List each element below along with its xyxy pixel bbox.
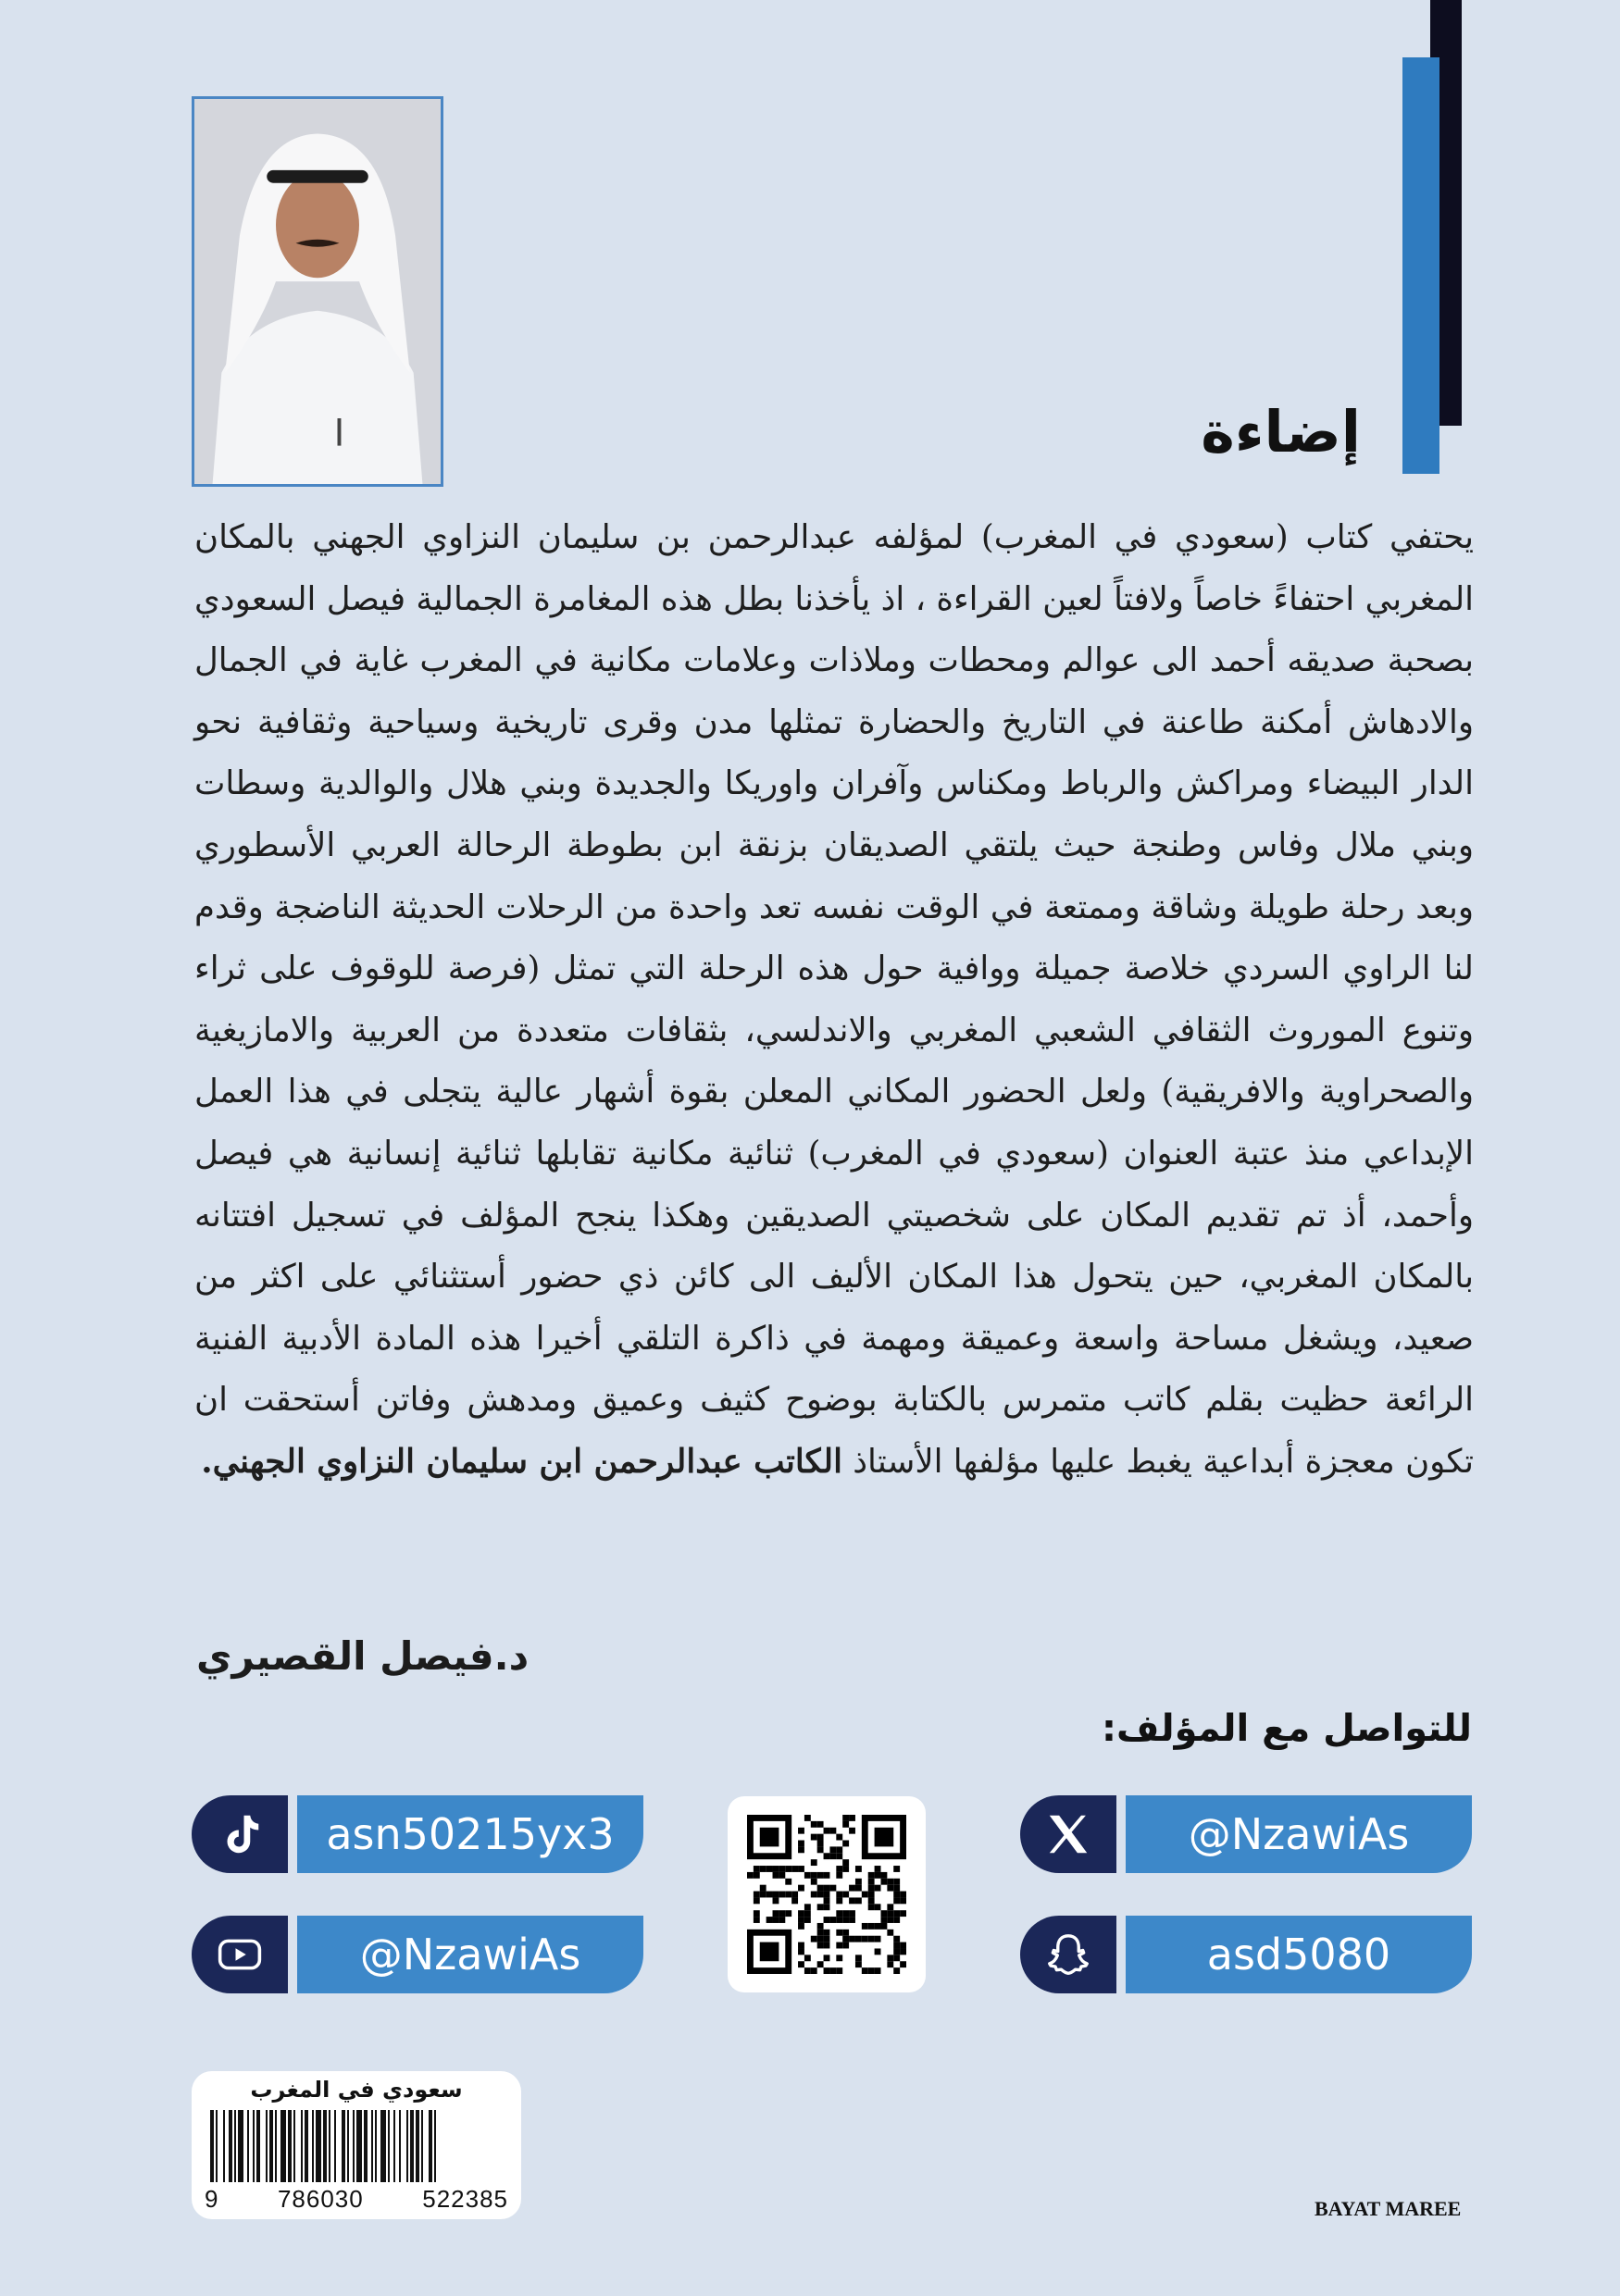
barcode-bar bbox=[356, 2110, 362, 2182]
qr-module bbox=[862, 1923, 868, 1930]
barcode-bar bbox=[301, 2110, 303, 2182]
youtube-icon-box bbox=[192, 1916, 288, 1993]
qr-module bbox=[766, 1917, 773, 1923]
qr-module bbox=[836, 1942, 842, 1949]
barcode-bar bbox=[316, 2110, 321, 2182]
barcode-bar bbox=[393, 2110, 395, 2182]
barcode-bar bbox=[247, 2110, 249, 2182]
qr-module bbox=[773, 1910, 779, 1917]
barcode-bar bbox=[342, 2110, 345, 2182]
barcode-bar bbox=[429, 2110, 432, 2182]
qr-module bbox=[887, 1904, 893, 1910]
x-logo-icon bbox=[1043, 1809, 1093, 1859]
tiktok-account[interactable] bbox=[192, 1795, 643, 1873]
qr-module bbox=[798, 1846, 804, 1853]
qr-module bbox=[836, 1853, 842, 1859]
qr-module bbox=[900, 1892, 906, 1898]
qr-module bbox=[836, 1930, 842, 1936]
qr-module bbox=[824, 1828, 830, 1834]
qr-module bbox=[893, 1948, 900, 1955]
qr-module bbox=[880, 1923, 887, 1930]
barcode-bar bbox=[334, 2110, 336, 2182]
barcode-bar bbox=[238, 2110, 243, 2182]
qr-module bbox=[817, 1923, 824, 1930]
qr-module bbox=[804, 1815, 811, 1821]
publisher-name: BAYAT MAREE bbox=[1315, 2197, 1462, 2220]
qr-module bbox=[811, 1821, 817, 1828]
qr-module bbox=[824, 1955, 830, 1961]
qr-module bbox=[887, 1917, 893, 1923]
qr-module bbox=[760, 1866, 766, 1872]
barcode-bars bbox=[208, 2110, 505, 2182]
qr-module bbox=[862, 1936, 868, 1942]
qr-module bbox=[817, 1846, 824, 1853]
barcode-bar bbox=[293, 2110, 295, 2182]
qr-module bbox=[747, 1872, 754, 1879]
qr-module bbox=[798, 1910, 804, 1917]
qr-module bbox=[842, 1892, 849, 1898]
qr-module bbox=[849, 1828, 855, 1834]
qr-module bbox=[849, 1815, 855, 1821]
qr-module bbox=[811, 1879, 817, 1885]
barcode-number bbox=[205, 2185, 508, 2214]
qr-module bbox=[875, 1936, 881, 1942]
qr-module bbox=[798, 1866, 804, 1872]
qr-module bbox=[773, 1866, 779, 1872]
qr-module bbox=[868, 1967, 875, 1974]
qr-module bbox=[817, 1936, 824, 1942]
qr-module bbox=[779, 1872, 785, 1879]
barcode-bar bbox=[364, 2110, 368, 2182]
qr-finder bbox=[875, 1828, 894, 1847]
qr-module bbox=[824, 1930, 830, 1936]
barcode-bar bbox=[256, 2110, 260, 2182]
qr-module bbox=[811, 1834, 817, 1841]
qr-module bbox=[754, 1892, 760, 1898]
qr-module bbox=[868, 1897, 875, 1904]
qr-module bbox=[893, 1866, 900, 1872]
qr-module bbox=[798, 1841, 804, 1847]
x-handle[interactable]: @NzawiAs bbox=[1126, 1795, 1472, 1873]
qr-module bbox=[893, 1885, 900, 1892]
barcode-bar bbox=[275, 2110, 277, 2182]
qr-module bbox=[875, 1866, 881, 1872]
x-icon-box bbox=[1020, 1795, 1116, 1873]
qr-module bbox=[766, 1892, 773, 1898]
qr-module bbox=[785, 1866, 791, 1872]
qr-module bbox=[887, 1910, 893, 1917]
youtube-icon bbox=[215, 1930, 265, 1980]
qr-finder bbox=[760, 1828, 779, 1847]
qr-module bbox=[849, 1910, 855, 1917]
qr-module bbox=[804, 1910, 811, 1917]
barcode-bar bbox=[305, 2110, 308, 2182]
qr-module bbox=[887, 1879, 893, 1885]
qr-module bbox=[868, 1892, 875, 1898]
x-account[interactable] bbox=[1020, 1795, 1472, 1873]
barcode-bar bbox=[280, 2110, 286, 2182]
qr-code-pattern bbox=[747, 1815, 906, 1974]
qr-module bbox=[824, 1897, 830, 1904]
isbn-barcode bbox=[192, 2071, 521, 2219]
qr-module bbox=[875, 1948, 881, 1955]
qr-module bbox=[842, 1942, 849, 1949]
barcode-digit-first: 9 bbox=[205, 2185, 219, 2213]
review-paragraph bbox=[194, 507, 1474, 1494]
qr-module bbox=[766, 1866, 773, 1872]
qr-module bbox=[804, 1872, 811, 1879]
qr-module bbox=[893, 1936, 900, 1942]
qr-module bbox=[760, 1892, 766, 1898]
qr-module bbox=[880, 1872, 887, 1879]
qr-module bbox=[779, 1892, 785, 1898]
qr-module bbox=[817, 1872, 824, 1879]
contact-heading: للتواصل مع المؤلف: bbox=[1101, 1707, 1472, 1750]
barcode-bar bbox=[410, 2110, 414, 2182]
qr-module bbox=[893, 1910, 900, 1917]
barcode-bar bbox=[288, 2110, 292, 2182]
qr-module bbox=[779, 1910, 785, 1917]
qr-module bbox=[900, 1897, 906, 1904]
tiktok-handle[interactable]: asn50215yx3 bbox=[297, 1795, 643, 1873]
youtube-handle[interactable]: @NzawiAs bbox=[297, 1916, 643, 1993]
qr-module bbox=[880, 1879, 887, 1885]
qr-module bbox=[811, 1859, 817, 1866]
qr-module bbox=[754, 1872, 760, 1879]
qr-module bbox=[824, 1917, 830, 1923]
qr-module bbox=[868, 1923, 875, 1930]
qr-code[interactable] bbox=[728, 1796, 926, 1992]
qr-module bbox=[836, 1846, 842, 1853]
qr-module bbox=[900, 1942, 906, 1949]
qr-module bbox=[817, 1942, 824, 1949]
qr-module bbox=[824, 1872, 830, 1879]
snapchat-ghost-icon bbox=[1043, 1930, 1093, 1980]
qr-module bbox=[785, 1910, 791, 1917]
qr-module bbox=[829, 1853, 836, 1859]
qr-module bbox=[862, 1892, 868, 1898]
qr-module bbox=[868, 1879, 875, 1885]
qr-module bbox=[811, 1892, 817, 1898]
qr-module bbox=[804, 1955, 811, 1961]
youtube-account[interactable] bbox=[192, 1916, 643, 1993]
qr-module bbox=[817, 1821, 824, 1828]
qr-module bbox=[754, 1910, 760, 1917]
qr-module bbox=[798, 1948, 804, 1955]
tiktok-icon bbox=[215, 1809, 265, 1859]
qr-module bbox=[842, 1815, 849, 1821]
barcode-bar bbox=[216, 2110, 218, 2182]
qr-module bbox=[824, 1853, 830, 1859]
qr-module bbox=[785, 1879, 791, 1885]
barcode-digits-right: 522385 bbox=[422, 2185, 508, 2213]
qr-module bbox=[893, 1897, 900, 1904]
qr-module bbox=[875, 1885, 881, 1892]
decorative-blue-bar bbox=[1402, 57, 1439, 474]
qr-module bbox=[829, 1828, 836, 1834]
qr-module bbox=[829, 1967, 836, 1974]
qr-module bbox=[893, 1955, 900, 1961]
barcode-bar bbox=[234, 2110, 236, 2182]
qr-module bbox=[855, 1879, 862, 1885]
qr-module bbox=[754, 1897, 760, 1904]
qr-module bbox=[779, 1917, 785, 1923]
barcode-bar bbox=[210, 2110, 214, 2182]
snapchat-icon-box bbox=[1020, 1916, 1116, 1993]
qr-module bbox=[811, 1967, 817, 1974]
qr-module bbox=[849, 1897, 855, 1904]
barcode-bar bbox=[266, 2110, 268, 2182]
qr-module bbox=[862, 1967, 868, 1974]
qr-module bbox=[849, 1936, 855, 1942]
qr-module bbox=[893, 1917, 900, 1923]
qr-module bbox=[824, 1885, 830, 1892]
barcode-bar bbox=[399, 2110, 401, 2182]
qr-module bbox=[824, 1967, 830, 1974]
barcode-bar bbox=[347, 2110, 349, 2182]
qr-module bbox=[842, 1866, 849, 1872]
qr-module bbox=[817, 1892, 824, 1898]
barcode-bar bbox=[323, 2110, 327, 2182]
qr-module bbox=[887, 1955, 893, 1961]
qr-module bbox=[829, 1846, 836, 1853]
barcode-bar bbox=[253, 2110, 255, 2182]
qr-module bbox=[791, 1866, 798, 1872]
barcode-bar bbox=[380, 2110, 386, 2182]
qr-module bbox=[829, 1917, 836, 1923]
qr-module bbox=[842, 1821, 849, 1828]
qr-module bbox=[817, 1885, 824, 1892]
qr-module bbox=[880, 1910, 887, 1917]
qr-module bbox=[798, 1885, 804, 1892]
qr-finder bbox=[760, 1942, 779, 1962]
qr-module bbox=[804, 1904, 811, 1910]
barcode-bar bbox=[353, 2110, 355, 2182]
qr-module bbox=[811, 1872, 817, 1879]
qr-module bbox=[868, 1936, 875, 1942]
qr-module bbox=[836, 1897, 842, 1904]
qr-module bbox=[900, 1910, 906, 1917]
qr-module bbox=[824, 1942, 830, 1949]
qr-module bbox=[875, 1967, 881, 1974]
qr-module bbox=[887, 1885, 893, 1892]
qr-module bbox=[773, 1892, 779, 1898]
qr-module bbox=[868, 1885, 875, 1892]
barcode-bar bbox=[223, 2110, 225, 2182]
qr-module bbox=[887, 1961, 893, 1967]
barcode-digits-left: 786030 bbox=[277, 2185, 364, 2213]
qr-module bbox=[849, 1917, 855, 1923]
review-ending: الكاتب عبدالرحمن ابن سليمان النزاوي الجهني. bbox=[201, 1442, 842, 1481]
qr-module bbox=[868, 1904, 875, 1910]
qr-module bbox=[893, 1879, 900, 1885]
snapchat-handle[interactable]: asd5080 bbox=[1126, 1916, 1472, 1993]
qr-module bbox=[779, 1866, 785, 1872]
qr-module bbox=[836, 1866, 842, 1872]
qr-module bbox=[798, 1917, 804, 1923]
qr-module bbox=[842, 1936, 849, 1942]
review-body: يحتفي كتاب (سعودي في المغرب) لمؤلفه عبدالرحمن بن سليمان النزاوي الجهني بالمكان المغربي احتفاءً خاصاً ولافتاً لعين القراءة ، اذ يأخذنا بطل هذه المغامرة الجمالية فيصل السعودي بصحبة صديقه أحمد الى عوالم ومحطات وملاذات وعلامات مكانية في المغرب غاية في الجمال والادهاش أمكنة طاعنة في التاريخ والحضارة تمثلها مدن وقرى تاريخية وسياحية وثقافية نحو الدار البيضاء ومراكش والرباط ومكناس وآفران واوريكا والجديدة وبني هلال والوالدية وسطات وبني ملال وفاس وطنجة حيث يلتقي الصديقان بزنقة ابن بطوطة الرحالة العربي الأسطوري وبعد رحلة طويلة وشاقة وممتعة في الوقت نفسه تعد واحدة من الرحلات الحديثة الناضجة وقدم لنا الراوي السردي خلاصة جميلة ووافية حول هذه الرحلة التي تمثل (فرصة للوقوف على ثراء وتنوع الموروث الثقافي الشعبي المغربي والاندلسي، بثقافات متعددة من العربية والامازيغية والصحراوية والافريقية) ولعل الحضور المكاني المعلن بقوة أشهار عالية يتجلى في هذا العمل الإبداعي منذ عتبة العنوان (سعودي في المغرب) ثنائية مكانية تقابلها ثنائية إنسانية هي فيصل وأحمد، أذ تم تقديم المكان على شخصيتي الصديقين وهكذا ينجح المؤلف في تسجيل افتتانه بالمكان المغربي، حين يتحول هذا المكان الأليف الى كائن ذي حضور أستثنائي على اكثر من صعيد، ويشغل مساحة واسعة وعميقة ومهمة في ذاكرة التلقي أخيرا هذه المادة الأدبية الفنية الرائعة حظيت بقلم كاتب متمرس بالكتابة بوضوح كثيف وعميق ومدهش وفاتن أستحقت ان تكون معجزة أبداعية يغبط عليها مؤلفها الأستاذ bbox=[194, 518, 1474, 1481]
qr-module bbox=[817, 1834, 824, 1841]
barcode-bar bbox=[421, 2110, 423, 2182]
qr-module bbox=[855, 1866, 862, 1872]
section-title: إضاءة bbox=[1201, 398, 1361, 465]
author-photo bbox=[192, 96, 443, 487]
qr-module bbox=[824, 1892, 830, 1898]
qr-module bbox=[849, 1885, 855, 1892]
tiktok-icon-box bbox=[192, 1795, 288, 1873]
qr-module bbox=[773, 1872, 779, 1879]
qr-module bbox=[880, 1917, 887, 1923]
qr-module bbox=[875, 1904, 881, 1910]
barcode-bar bbox=[375, 2110, 377, 2182]
qr-module bbox=[900, 1948, 906, 1955]
qr-module bbox=[804, 1917, 811, 1923]
qr-module bbox=[754, 1866, 760, 1872]
barcode-bar bbox=[434, 2110, 436, 2182]
qr-module bbox=[804, 1967, 811, 1974]
qr-module bbox=[855, 1897, 862, 1904]
qr-module bbox=[836, 1955, 842, 1961]
qr-module bbox=[893, 1892, 900, 1898]
qr-module bbox=[855, 1936, 862, 1942]
qr-module bbox=[760, 1885, 766, 1892]
qr-module bbox=[785, 1892, 791, 1898]
qr-module bbox=[842, 1859, 849, 1866]
qr-module bbox=[836, 1892, 842, 1898]
snapchat-account[interactable] bbox=[1020, 1916, 1472, 1993]
barcode-bar bbox=[371, 2110, 373, 2182]
qr-module bbox=[855, 1955, 862, 1961]
qr-module bbox=[798, 1961, 804, 1967]
qr-module bbox=[842, 1930, 849, 1936]
qr-module bbox=[855, 1885, 862, 1892]
barcode-book-title: سعودي في المغرب bbox=[250, 2077, 463, 2103]
qr-module bbox=[817, 1904, 824, 1910]
qr-module bbox=[798, 1942, 804, 1949]
qr-module bbox=[836, 1967, 842, 1974]
barcode-bar bbox=[388, 2110, 390, 2182]
reviewer-signature: د.فيصل القصيري bbox=[196, 1633, 530, 1679]
qr-module bbox=[842, 1910, 849, 1917]
qr-module bbox=[811, 1936, 817, 1942]
barcode-bar bbox=[416, 2110, 419, 2182]
barcode-bar bbox=[229, 2110, 232, 2182]
qr-module bbox=[829, 1885, 836, 1892]
barcode-bar bbox=[269, 2110, 273, 2182]
qr-module bbox=[798, 1828, 804, 1834]
qr-module bbox=[773, 1897, 779, 1904]
qr-module bbox=[798, 1923, 804, 1930]
qr-module bbox=[842, 1841, 849, 1847]
qr-module bbox=[887, 1930, 893, 1936]
qr-module bbox=[836, 1872, 842, 1879]
qr-module bbox=[791, 1897, 798, 1904]
qr-module bbox=[893, 1942, 900, 1949]
qr-module bbox=[836, 1834, 842, 1841]
qr-module bbox=[836, 1917, 842, 1923]
qr-module bbox=[855, 1961, 862, 1967]
qr-module bbox=[754, 1917, 760, 1923]
qr-module bbox=[842, 1917, 849, 1923]
qr-module bbox=[817, 1961, 824, 1967]
qr-module bbox=[893, 1967, 900, 1974]
barcode-bar bbox=[329, 2110, 330, 2182]
qr-module bbox=[836, 1910, 842, 1917]
qr-module bbox=[773, 1917, 779, 1923]
qr-module bbox=[824, 1904, 830, 1910]
barcode-bar bbox=[406, 2110, 408, 2182]
qr-module bbox=[791, 1892, 798, 1898]
qr-module bbox=[817, 1930, 824, 1936]
qr-module bbox=[824, 1936, 830, 1942]
barcode-bar bbox=[312, 2110, 314, 2182]
qr-module bbox=[868, 1872, 875, 1879]
qr-module bbox=[875, 1923, 881, 1930]
qr-module bbox=[875, 1872, 881, 1879]
qr-module bbox=[900, 1961, 906, 1967]
qr-module bbox=[817, 1841, 824, 1847]
